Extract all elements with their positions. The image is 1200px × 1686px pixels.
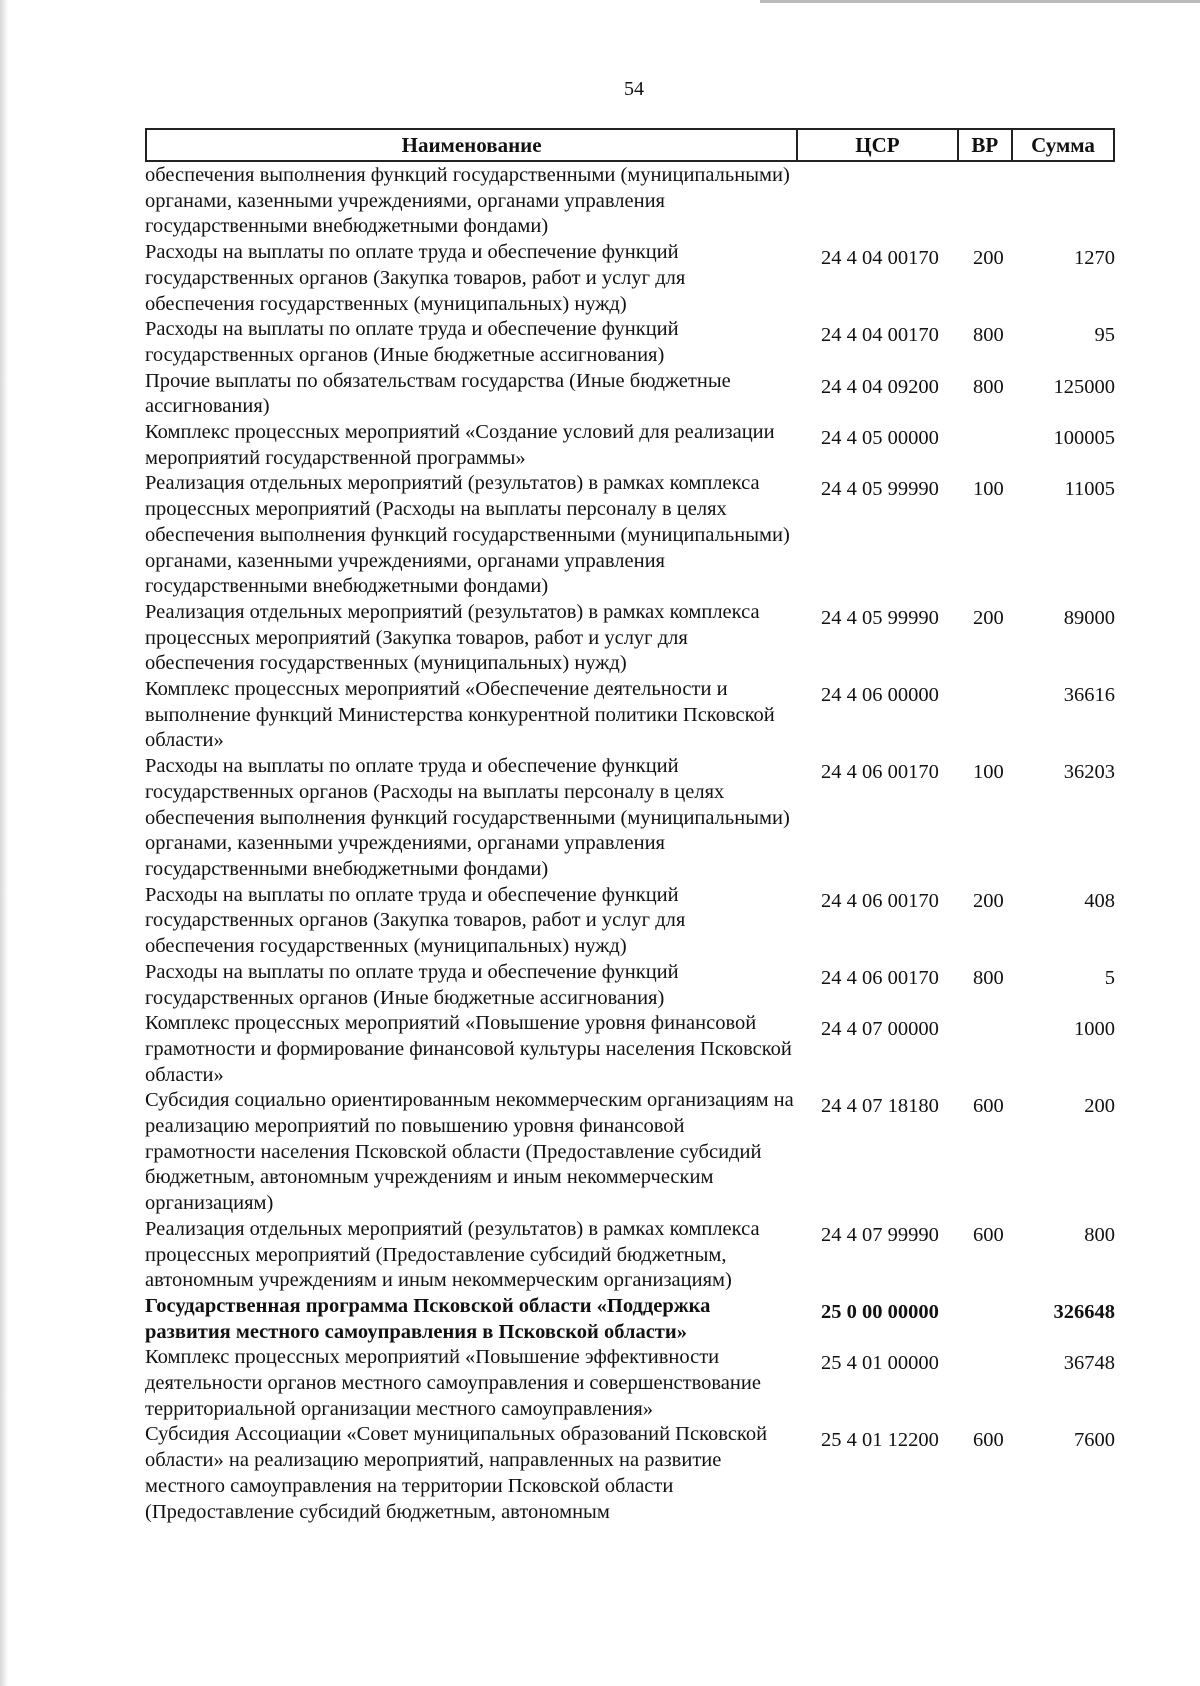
scan-edge xyxy=(0,0,8,1686)
row-vr: 600 xyxy=(973,1095,1004,1118)
table-row xyxy=(145,1088,1115,1217)
row-vr: 100 xyxy=(973,478,1004,501)
row-csr xyxy=(801,163,961,240)
row-sum: 1000 xyxy=(1074,1018,1115,1041)
row-csr: 24 4 06 00170 xyxy=(821,761,939,784)
row-vr: 600 xyxy=(973,1429,1004,1452)
table-body xyxy=(145,163,1115,1525)
row-sum: 36203 xyxy=(1063,761,1115,784)
row-sum: 100005 xyxy=(1053,427,1115,450)
row-vr xyxy=(961,163,1014,240)
table-row xyxy=(145,240,1115,317)
row-name: Прочие выплаты по обязательствам государства (Иные бюджетные ассигнования) xyxy=(145,369,731,418)
row-name: Комплекс процессных мероприятий «Создание условий для реализации мероприятий государственной программы» xyxy=(145,421,775,469)
row-csr: 24 4 07 99990 xyxy=(821,1223,939,1246)
table-row xyxy=(145,754,1115,883)
row-name: Государственная программа Псковской области «Поддержка развития местного самоуправления в Псковской области» xyxy=(145,1294,711,1343)
row-name: Реализация отдельных мероприятий (результатов) в рамках комплекса процессных мероприятий (Предоставление субсидий бюджетным, автономным учреждениям и иным некоммерческим организациям) xyxy=(145,1217,760,1292)
row-sum: 5 xyxy=(1104,966,1115,989)
row-csr: 25 4 01 12200 xyxy=(821,1429,939,1452)
row-vr xyxy=(961,1345,1014,1422)
row-sum: 95 xyxy=(1094,324,1115,347)
row-name: Расходы на выплаты по оплате труда и обеспечение функций государственных органов (Иные бюджетные ассигнования) xyxy=(145,960,679,1009)
row-sum: 7600 xyxy=(1074,1429,1115,1452)
table-row xyxy=(145,960,1115,1011)
header-vr: ВР xyxy=(959,130,1013,160)
budget-table xyxy=(145,128,1115,1525)
table-row xyxy=(145,1345,1115,1422)
scan-top-edge xyxy=(760,0,1200,3)
row-name: Субсидия Ассоциации «Совет муниципальных образований Псковской области» на реализацию мероприятий, направленных на развитие местного самоуправления на территории Псковской области (Предоставление субсидий бюджетным, автономным xyxy=(145,1423,768,1523)
row-csr: 24 4 07 00000 xyxy=(821,1018,939,1041)
table-row xyxy=(145,420,1115,471)
row-vr: 600 xyxy=(973,1223,1004,1246)
row-name: Реализация отдельных мероприятий (результатов) в рамках комплекса процессных мероприятий (Закупка товаров, работ и услуг для обеспечения государственных (муниципальных) нужд) xyxy=(145,600,760,675)
row-sum: 36616 xyxy=(1063,684,1115,707)
row-csr: 24 4 06 00170 xyxy=(821,889,939,912)
row-name: Расходы на выплаты по оплате труда и обеспечение функций государственных органов (Расходы на выплаты персоналу в целях обеспечения выполнения функций государственными (муниципальными) органами, казенными учреждениями, органами управления государственными внебюджетными фондами) xyxy=(145,755,790,880)
header-name: Наименование xyxy=(147,130,798,160)
row-vr xyxy=(961,1011,1014,1088)
row-sum: 36748 xyxy=(1063,1352,1115,1375)
row-name: Реализация отдельных мероприятий (результатов) в рамках комплекса процессных мероприятий (Расходы на выплаты персоналу в целях обеспечения выполнения функций государственными (муниципальными) органами, казенными учреждениями, органами управления государственными внебюджетными фондами) xyxy=(145,472,790,598)
row-csr: 24 4 07 18180 xyxy=(821,1095,939,1118)
row-vr: 200 xyxy=(973,606,1004,629)
row-csr: 24 4 04 09200 xyxy=(821,375,939,398)
row-csr: 24 4 05 00000 xyxy=(821,427,939,450)
header-csr: ЦСР xyxy=(798,130,958,160)
row-vr xyxy=(961,677,1014,754)
row-name: обеспечения выполнения функций государственными (муниципальными) органами, казенными учреждениями, органами управления государственными внебюджетными фондами) xyxy=(145,164,790,238)
row-csr: 24 4 05 99990 xyxy=(821,606,939,629)
row-sum: 408 xyxy=(1084,889,1115,912)
row-sum: 800 xyxy=(1084,1223,1115,1246)
row-name: Комплекс процессных мероприятий «Повышение эффективности деятельности органов местного самоуправления и совершенствование территориальной организации местного самоуправления» xyxy=(145,1346,761,1420)
table-header xyxy=(145,128,1115,162)
row-csr: 24 4 05 99990 xyxy=(821,478,939,501)
row-csr: 25 4 01 00000 xyxy=(821,1352,939,1375)
row-vr xyxy=(961,420,1014,471)
table-row xyxy=(145,1422,1115,1525)
row-sum xyxy=(1014,163,1115,240)
table-row xyxy=(145,1294,1115,1345)
table-row xyxy=(145,883,1115,960)
table-row xyxy=(145,163,1115,240)
row-vr: 100 xyxy=(973,761,1004,784)
row-vr: 200 xyxy=(973,247,1004,270)
row-name: Комплекс процессных мероприятий «Обеспечение деятельности и выполнение функций Министерства конкурентной политики Псковской области» xyxy=(145,678,775,752)
row-name: Субсидия социально ориентированным некоммерческим организациям на реализацию мероприятий по повышению уровня финансовой грамотности населения Псковской области (Предоставление субсидий бюджетным, автономным учреждениям и иным некоммерческим организациям) xyxy=(145,1089,794,1215)
row-csr: 25 0 00 00000 xyxy=(821,1300,939,1323)
row-sum: 89000 xyxy=(1063,606,1115,629)
row-name: Комплекс процессных мероприятий «Повышение уровня финансовой грамотности и формирование финансовой культуры населения Псковской области» xyxy=(145,1012,792,1086)
row-name: Расходы на выплаты по оплате труда и обеспечение функций государственных органов (Иные бюджетные ассигнования) xyxy=(145,318,679,366)
row-vr xyxy=(961,1294,1014,1345)
row-csr: 24 4 04 00170 xyxy=(821,324,939,347)
row-name: Расходы на выплаты по оплате труда и обеспечение функций государственных органов (Закупка товаров, работ и услуг для обеспечения государственных (муниципальных) нужд) xyxy=(145,241,686,315)
table-row xyxy=(145,317,1115,368)
table-row xyxy=(145,1217,1115,1294)
row-vr: 800 xyxy=(973,324,1004,347)
table-row xyxy=(145,600,1115,677)
table-row xyxy=(145,1011,1115,1088)
table-row xyxy=(145,369,1115,420)
row-sum: 326648 xyxy=(1053,1300,1115,1323)
row-csr: 24 4 04 00170 xyxy=(821,247,939,270)
row-name: Расходы на выплаты по оплате труда и обеспечение функций государственных органов (Закупка товаров, работ и услуг для обеспечения государственных (муниципальных) нужд) xyxy=(145,883,686,958)
row-csr: 24 4 06 00170 xyxy=(821,966,939,989)
row-sum: 125000 xyxy=(1053,375,1115,398)
row-vr: 800 xyxy=(973,375,1004,398)
row-sum: 1270 xyxy=(1074,247,1115,270)
row-sum: 11005 xyxy=(1064,478,1115,501)
row-csr: 24 4 06 00000 xyxy=(821,684,939,707)
table-row xyxy=(145,677,1115,754)
page-number: 54 xyxy=(624,78,644,100)
row-vr: 200 xyxy=(973,889,1004,912)
row-sum: 200 xyxy=(1084,1095,1115,1118)
table-row xyxy=(145,471,1115,600)
header-sum: Сумма xyxy=(1031,132,1095,157)
row-vr: 800 xyxy=(973,966,1004,989)
